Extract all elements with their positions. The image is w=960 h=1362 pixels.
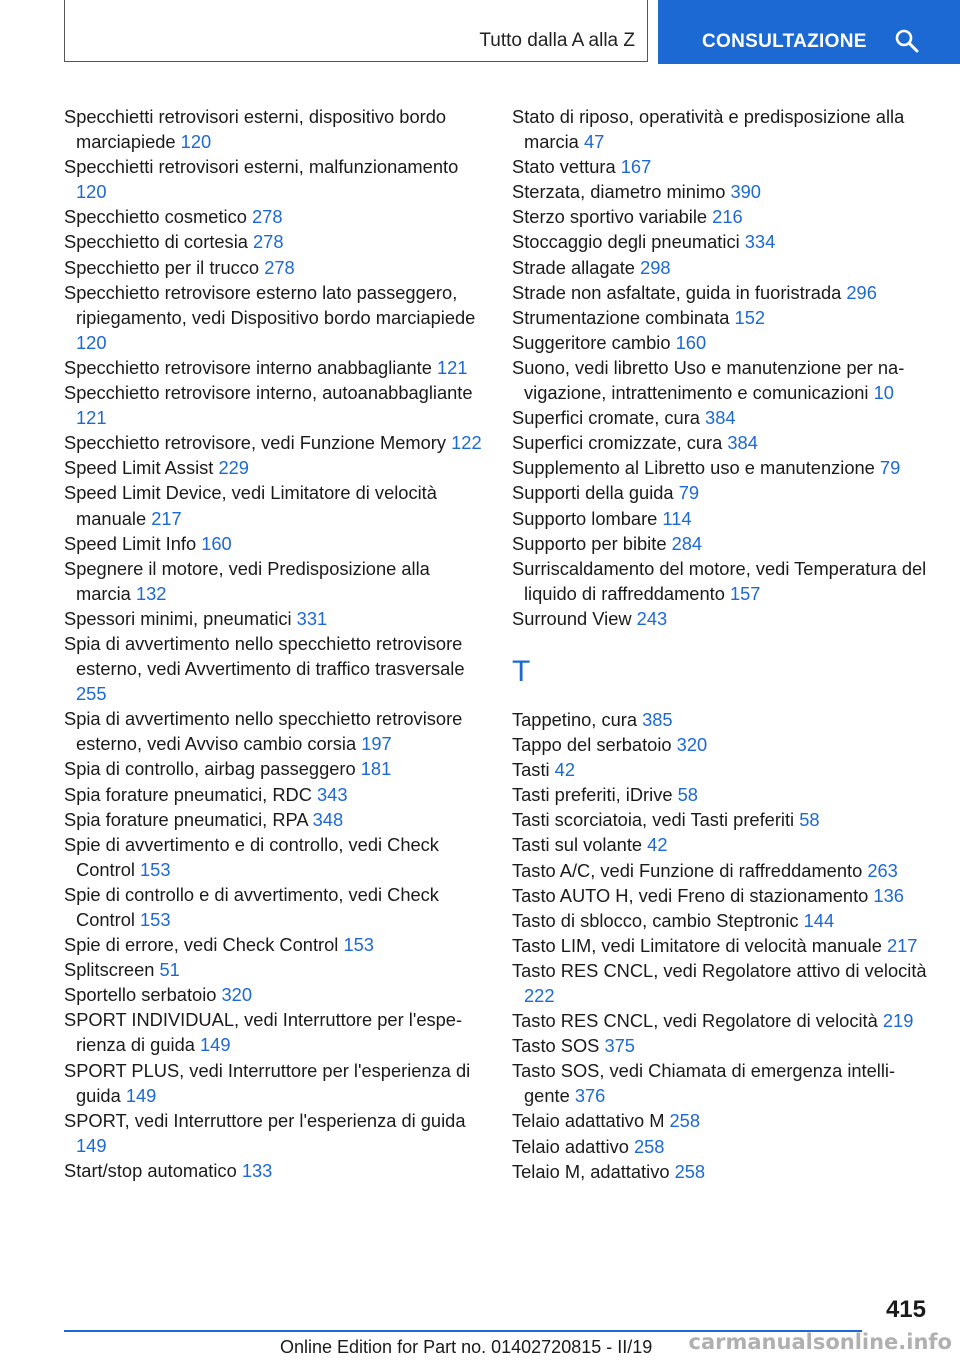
page-link[interactable]: 243	[636, 607, 668, 629]
page-link[interactable]: 255	[76, 683, 107, 705]
index-term: Spegnere il motore, vedi Predisposizione alla marcia	[64, 557, 430, 604]
index-term: Sterzata, diametro minimo	[512, 181, 731, 203]
index-entry	[512, 883, 928, 908]
page-link[interactable]: 136	[873, 884, 904, 906]
page-link[interactable]: 121	[436, 356, 468, 378]
page-number: 415	[885, 1296, 926, 1323]
index-entry	[64, 631, 484, 706]
page-link[interactable]: 390	[730, 181, 761, 203]
index-term: Specchietto retrovisore interno anabbagliante	[64, 356, 437, 378]
index-group-t	[512, 707, 928, 1184]
index-term: Tasti preferiti, iDrive	[512, 784, 678, 806]
index-entry	[512, 832, 928, 857]
index-entry	[64, 982, 484, 1007]
index-entry	[64, 556, 484, 606]
index-entry	[64, 380, 484, 430]
index-entry	[64, 104, 484, 154]
index-term: Specchietto retrovisore esterno lato passeggero, ripiegamento, vedi Dispositivo bordo marciapiede	[64, 281, 476, 328]
index-term: Tasto A/C, vedi Funzione di raffreddamento	[512, 859, 868, 881]
page-link[interactable]: 217	[886, 934, 918, 956]
index-term: Strumentazione combinata	[512, 306, 735, 328]
page-link[interactable]: 160	[675, 331, 707, 353]
page-link[interactable]: 258	[669, 1110, 701, 1132]
index-term: Supporti della guida	[512, 482, 679, 504]
index-term: Tasto SOS	[512, 1035, 605, 1057]
index-entry	[512, 355, 928, 405]
index-term: Telaio adattativo M	[512, 1110, 670, 1132]
index-entry	[64, 480, 484, 530]
index-term: Splitscreen	[64, 959, 160, 981]
index-entry	[64, 807, 484, 832]
page-link[interactable]: 217	[151, 507, 182, 529]
index-term: Stato vettura	[512, 156, 621, 178]
page-link[interactable]: 229	[218, 457, 249, 479]
page-link[interactable]: 320	[221, 984, 253, 1006]
index-term: Sterzo sportivo variabile	[512, 206, 713, 228]
index-entry	[64, 280, 484, 355]
index-entry	[64, 1007, 484, 1057]
index-entry	[512, 933, 928, 958]
page-link[interactable]: 79	[879, 457, 901, 479]
index-entry	[64, 355, 484, 380]
index-entry	[512, 908, 928, 933]
page-link[interactable]: 320	[676, 734, 708, 756]
page-link[interactable]: 144	[803, 909, 835, 931]
page-link[interactable]: 51	[159, 959, 180, 981]
index-entry	[64, 1058, 484, 1108]
index-entry	[64, 1108, 484, 1158]
page-link[interactable]: 384	[705, 407, 736, 429]
page-link[interactable]: 258	[674, 1160, 706, 1182]
index-entry	[512, 732, 928, 757]
page-link[interactable]: 149	[200, 1034, 231, 1056]
page-link[interactable]: 42	[554, 759, 576, 781]
page-link[interactable]: 334	[744, 231, 776, 253]
index-entry	[64, 255, 484, 280]
index-term: Stato di riposo, operatività e predisposizione alla marcia	[512, 106, 905, 153]
page-link[interactable]: 348	[312, 808, 344, 830]
index-entry	[512, 1058, 928, 1108]
page-link[interactable]: 114	[662, 507, 692, 529]
index-entry	[512, 1134, 928, 1159]
page-link[interactable]: 10	[873, 382, 894, 404]
index-column-right	[512, 104, 928, 1184]
index-entry	[512, 531, 928, 556]
index-term: Specchietti retrovisori esterni, dispositivo bordo marciapiede	[64, 106, 447, 153]
page-link[interactable]: 343	[317, 783, 348, 805]
index-entry	[512, 430, 928, 455]
index-term: Stoccaggio degli pneumatici	[512, 231, 745, 253]
page-link[interactable]: 375	[604, 1035, 635, 1057]
page-link[interactable]: 149	[76, 1134, 107, 1156]
index-entry	[512, 606, 928, 631]
index-term: Speed Limit Device, vedi Limitatore di velocità manuale	[64, 482, 437, 529]
page-link[interactable]: 47	[583, 131, 605, 153]
index-term: Tasti	[512, 759, 555, 781]
index-entry	[64, 957, 484, 982]
index-entry	[512, 1008, 928, 1033]
index-entry	[512, 204, 928, 229]
index-entry	[64, 455, 484, 480]
index-entry	[512, 405, 928, 430]
index-entry	[512, 330, 928, 355]
index-term: Tasto LIM, vedi Limitatore di velocità manuale	[512, 934, 887, 956]
page-link[interactable]: 121	[76, 407, 107, 429]
index-term: Specchietto cosmetico	[64, 206, 252, 228]
index-term: Speed Limit Assist	[64, 457, 219, 479]
page-link[interactable]: 385	[642, 708, 673, 730]
index-term: Spie di errore, vedi Check Control	[64, 934, 344, 956]
section-letter: T	[512, 654, 531, 688]
page-link[interactable]: 120	[76, 181, 107, 203]
index-term: Spia forature pneumatici, RPA	[64, 808, 313, 830]
page-link[interactable]: 222	[524, 985, 555, 1006]
index-entry	[512, 556, 928, 606]
index-term: Suggeritore cambio	[512, 331, 676, 353]
index-entry	[512, 255, 928, 280]
index-term: Tappo del serbatoio	[512, 734, 677, 756]
page-link[interactable]: 384	[727, 432, 758, 454]
index-entry	[64, 1158, 484, 1183]
index-term: SPORT, vedi Interruttore per l'esperienza di guida	[64, 1109, 466, 1131]
index-term: Spie di controllo e di avvertimento, vedi Check Control	[64, 883, 439, 930]
index-term: Spessori minimi, pneumatici	[64, 607, 297, 629]
index-entry	[512, 455, 928, 480]
index-entry	[512, 757, 928, 782]
page-link[interactable]: 331	[296, 607, 328, 629]
page-link[interactable]: 133	[241, 1159, 273, 1181]
index-term: Telaio M, adattativo	[512, 1160, 675, 1182]
index-entry	[512, 179, 928, 204]
index-term: Superfici cromizzate, cura	[512, 432, 728, 454]
index-entry	[64, 430, 484, 455]
index-term: SPORT INDIVIDUAL, vedi Interruttore per l'esperienza di guida	[64, 1009, 463, 1056]
page-link[interactable]: 79	[678, 482, 700, 504]
index-term: Spie di avvertimento e di controllo, vedi Check Control	[64, 833, 439, 880]
page-link[interactable]: 152	[734, 306, 766, 328]
index-term: Tasto SOS, vedi Chiamata di emergenza intelligente	[512, 1060, 896, 1107]
index-entry	[64, 882, 484, 932]
page-link[interactable]: 258	[633, 1135, 665, 1157]
index-term: Start/stop automatico	[64, 1159, 242, 1181]
tab-label: CONSULTAZIONE	[702, 31, 867, 52]
index-entry	[512, 480, 928, 505]
watermark: carmanualsonline.info	[688, 1330, 952, 1354]
index-term: SPORT PLUS, vedi Interruttore per l'esperienza di guida	[64, 1059, 471, 1106]
index-term: Supporto per bibite	[512, 532, 672, 554]
index-group-s	[512, 104, 928, 631]
page-link[interactable]: 132	[135, 582, 167, 604]
index-term: Specchietto retrovisore, vedi Funzione Memory	[64, 432, 452, 454]
index-term: Spia forature pneumatici, RDC	[64, 783, 318, 805]
index-term: Sportello serbatoio	[64, 984, 222, 1006]
chapter-title: Tutto dalla A alla Z	[479, 30, 635, 51]
page-link[interactable]: 278	[253, 231, 284, 253]
page-link[interactable]: 153	[140, 909, 171, 930]
index-term: Specchietto retrovisore interno, autoanabbagliante	[64, 382, 473, 404]
index-entry	[64, 832, 484, 882]
index-term: Surround View	[512, 607, 637, 629]
index-term: Specchietto di cortesia	[64, 231, 254, 253]
tab-consultazione[interactable]	[658, 0, 960, 64]
page-link[interactable]: 120	[76, 331, 107, 353]
index-entry	[512, 506, 928, 531]
page-link[interactable]: 58	[677, 784, 698, 806]
index-entry	[64, 782, 484, 807]
index-entry	[512, 154, 928, 179]
index-entry	[64, 706, 484, 756]
index-entry	[512, 305, 928, 330]
index-entry	[64, 531, 484, 556]
page-link[interactable]: 278	[264, 256, 295, 278]
index-term: Tasto RES CNCL, vedi Regolatore di velocità	[512, 1010, 883, 1032]
index-term: Tasto RES CNCL, vedi Regolatore attivo di velocità	[512, 959, 927, 981]
index-entry	[512, 782, 928, 807]
page-link[interactable]: 181	[360, 758, 392, 780]
page-link[interactable]: 153	[343, 934, 374, 956]
footer-edition-text: Online Edition for Part no. 01402720815 - II/19	[280, 1337, 653, 1357]
index-term: Suono, vedi libretto Uso e manutenzione per navigazione, intrattenimento e comunicazioni	[512, 356, 905, 404]
page-link[interactable]: 284	[671, 532, 703, 554]
index-term: Spia di avvertimento nello specchietto retrovisore esterno, vedi Avvertimento di traffico trasversale	[64, 632, 465, 680]
index-entry	[64, 229, 484, 254]
page-link[interactable]: 122	[451, 432, 482, 454]
page-link[interactable]: 149	[125, 1084, 157, 1106]
index-term: Speed Limit Info	[64, 532, 202, 554]
header-box	[64, 0, 648, 62]
page-link[interactable]: 58	[799, 809, 820, 831]
index-entry	[64, 606, 484, 631]
index-term: Spia di avvertimento nello specchietto retrovisore esterno, vedi Avviso cambio corsia	[64, 708, 463, 755]
page-link[interactable]: 157	[729, 582, 761, 604]
index-term: Supporto lombare	[512, 507, 663, 529]
index-entry	[512, 1033, 928, 1058]
page-link[interactable]: 219	[882, 1010, 914, 1032]
page-link[interactable]: 197	[361, 733, 392, 755]
index-entry	[512, 1108, 928, 1133]
index-entry	[64, 756, 484, 781]
page-link[interactable]: 42	[647, 834, 668, 856]
index-entry	[512, 1159, 928, 1184]
index-term: Specchietto per il trucco	[64, 256, 265, 278]
index-entry	[512, 229, 928, 254]
search-icon[interactable]	[894, 28, 920, 54]
page-link[interactable]: 298	[640, 256, 671, 278]
index-term: Surriscaldamento del motore, vedi Temperatura del liquido di raffreddamento	[512, 557, 927, 604]
index-entry	[512, 104, 928, 154]
index-term: Telaio adattivo	[512, 1135, 634, 1157]
page-link[interactable]: 296	[846, 281, 877, 303]
index-term: Tasto AUTO H, vedi Freno di stazionamento	[512, 884, 874, 906]
index-term: Strade allagate	[512, 256, 641, 278]
page-link[interactable]: 167	[620, 156, 652, 178]
index-term: Specchietti retrovisori esterni, malfunzionamento	[64, 156, 459, 178]
index-term: Tappetino, cura	[512, 708, 643, 730]
index-term: Supplemento al Libretto uso e manutenzione	[512, 457, 880, 479]
page-link[interactable]: 376	[574, 1085, 606, 1107]
index-term: Tasti scorciatoia, vedi Tasti preferiti	[512, 809, 800, 831]
page-link[interactable]: 153	[140, 858, 171, 880]
index-term: Superfici cromate, cura	[512, 407, 706, 429]
index-entry	[64, 932, 484, 957]
index-term: Tasto di sblocco, cambio Steptronic	[512, 909, 804, 931]
index-column-left	[64, 104, 484, 1183]
index-entry	[512, 280, 928, 305]
index-entry	[512, 707, 928, 732]
index-term: Tasti sul volante	[512, 834, 648, 856]
index-entry	[512, 858, 928, 883]
index-term: Spia di controllo, airbag passeggero	[64, 758, 361, 780]
page-link[interactable]: 120	[180, 131, 212, 153]
index-entry	[64, 204, 484, 229]
page-link[interactable]: 160	[201, 532, 232, 554]
page-link[interactable]: 278	[251, 206, 283, 228]
index-term: Strade non asfaltate, guida in fuoristrada	[512, 281, 847, 303]
index-entry	[512, 807, 928, 832]
index-entry	[64, 154, 484, 204]
index-entry	[512, 958, 928, 1008]
page-link[interactable]: 263	[867, 859, 898, 881]
page-link[interactable]: 216	[712, 206, 743, 228]
